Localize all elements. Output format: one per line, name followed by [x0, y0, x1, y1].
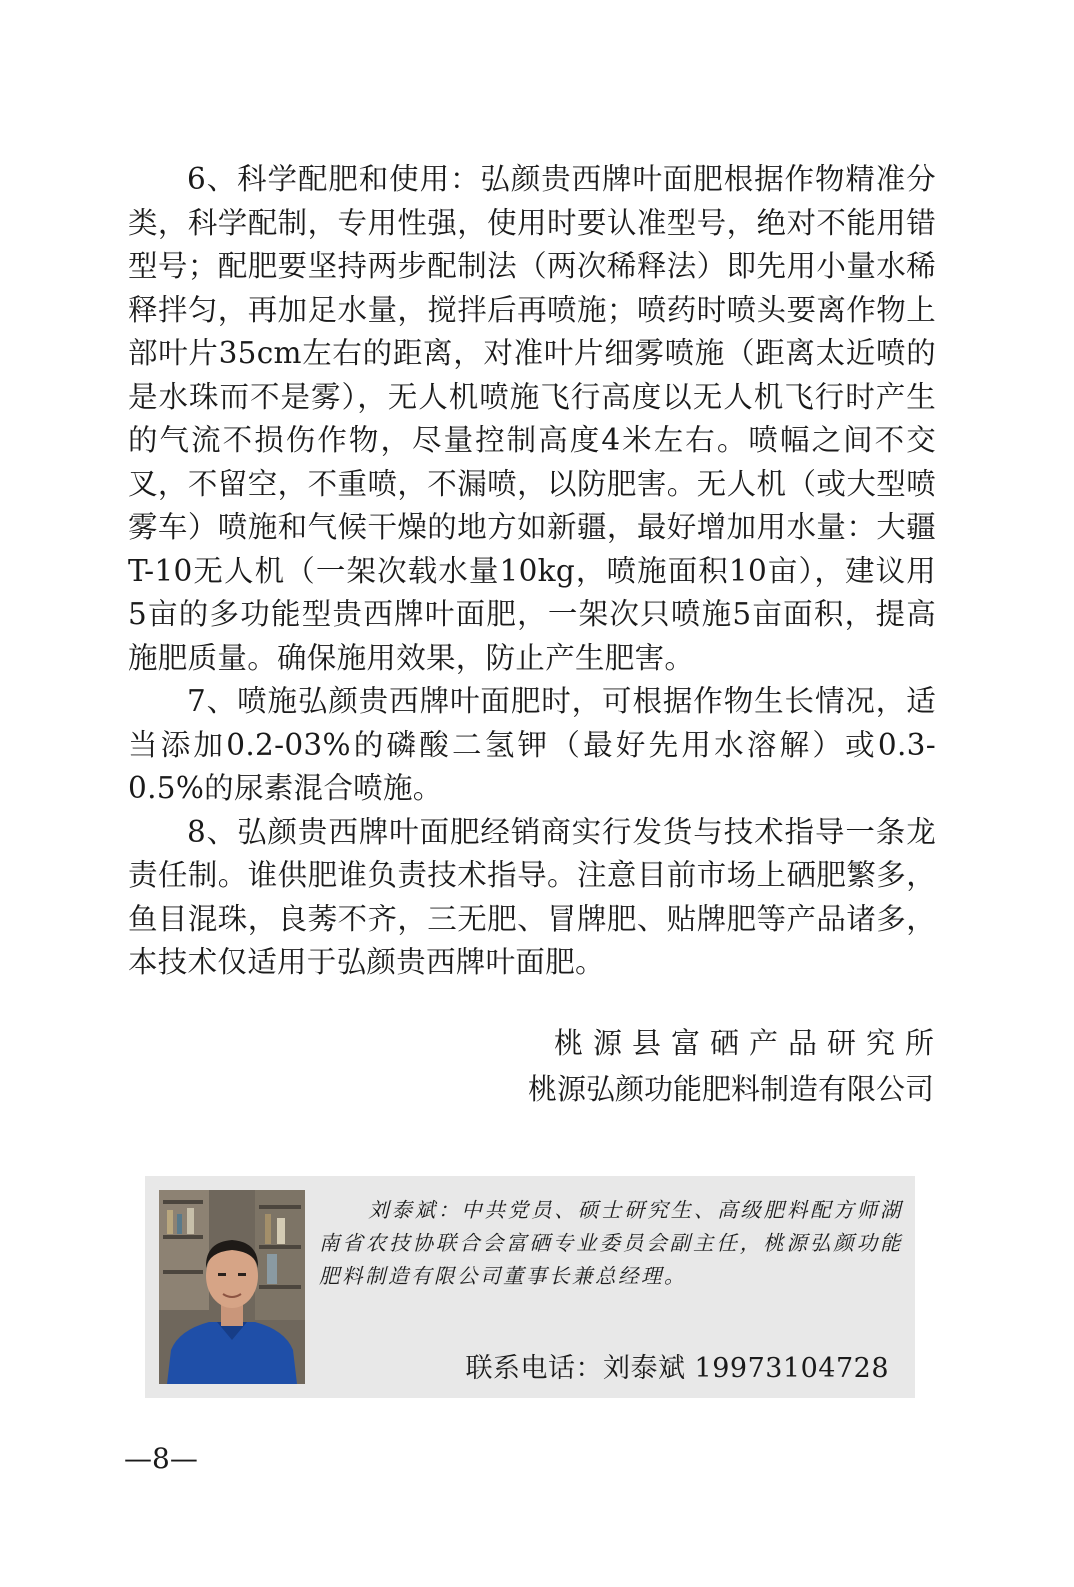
contact-phone: 联系电话：刘泰斌 19973104728 [465, 1353, 889, 1384]
page-number: —8— [124, 1442, 198, 1475]
author-bio-box [145, 1176, 915, 1398]
article-body [128, 158, 936, 985]
signature-org-company: 桃源弘颜功能肥料制造有限公司 [527, 1072, 934, 1106]
paragraph-8: 8、弘颜贵西牌叶面肥经销商实行发货与技术指导一条龙责任制。谁供肥谁负责技术指导。注意目前市场上硒肥繁多，鱼目混珠，良莠不齐，三无肥、冒牌肥、贴牌肥等产品诸多，本技术仅适用于弘颜贵西牌叶面肥。 [128, 814, 936, 979]
author-photo [159, 1190, 305, 1384]
paragraph-6: 6、科学配肥和使用：弘颜贵西牌叶面肥根据作物精准分类，科学配制，专用性强，使用时要认准型号，绝对不能用错型号；配肥要坚持两步配制法（两次稀释法）即先用小量水稀释拌匀，再加足水量，搅拌后再喷施；喷药时喷头要离作物上部叶片35cm左右的距离，对准叶片细雾喷施（距离太近喷的是水珠而不是雾），无人机喷施飞行高度以无人机飞行时产生的气流不损伤作物，尽量控制高度4米左右。喷幅之间不交叉，不留空，不重喷，不漏喷，以防肥害。无人机（或大型喷雾车）喷施和气候干燥的地方如新疆，最好增加用水量：大疆T-10无人机（一架次载水量10kg，喷施面积10亩），建议用5亩的多功能型贵西牌叶面肥，一架次只喷施5亩面积，提高施肥质量。确保施用效果，防止产生肥害。 [128, 162, 936, 675]
paragraph-7: 7、喷施弘颜贵西牌叶面肥时，可根据作物生长情况，适当添加0.2-03%的磷酸二氢钾（最好先用水溶解）或0.3-0.5%的尿素混合喷施。 [128, 684, 936, 805]
signature-org-institute: 桃源县富硒产品研究所 [553, 1026, 944, 1060]
author-bio-text: 刘泰斌：中共党员、硕士研究生、高级肥料配方师湖南省农技协联合会富硒专业委员会副主任，桃源弘颜功能肥料制造有限公司董事长兼总经理。 [319, 1198, 903, 1288]
signature-block [527, 1020, 944, 1112]
